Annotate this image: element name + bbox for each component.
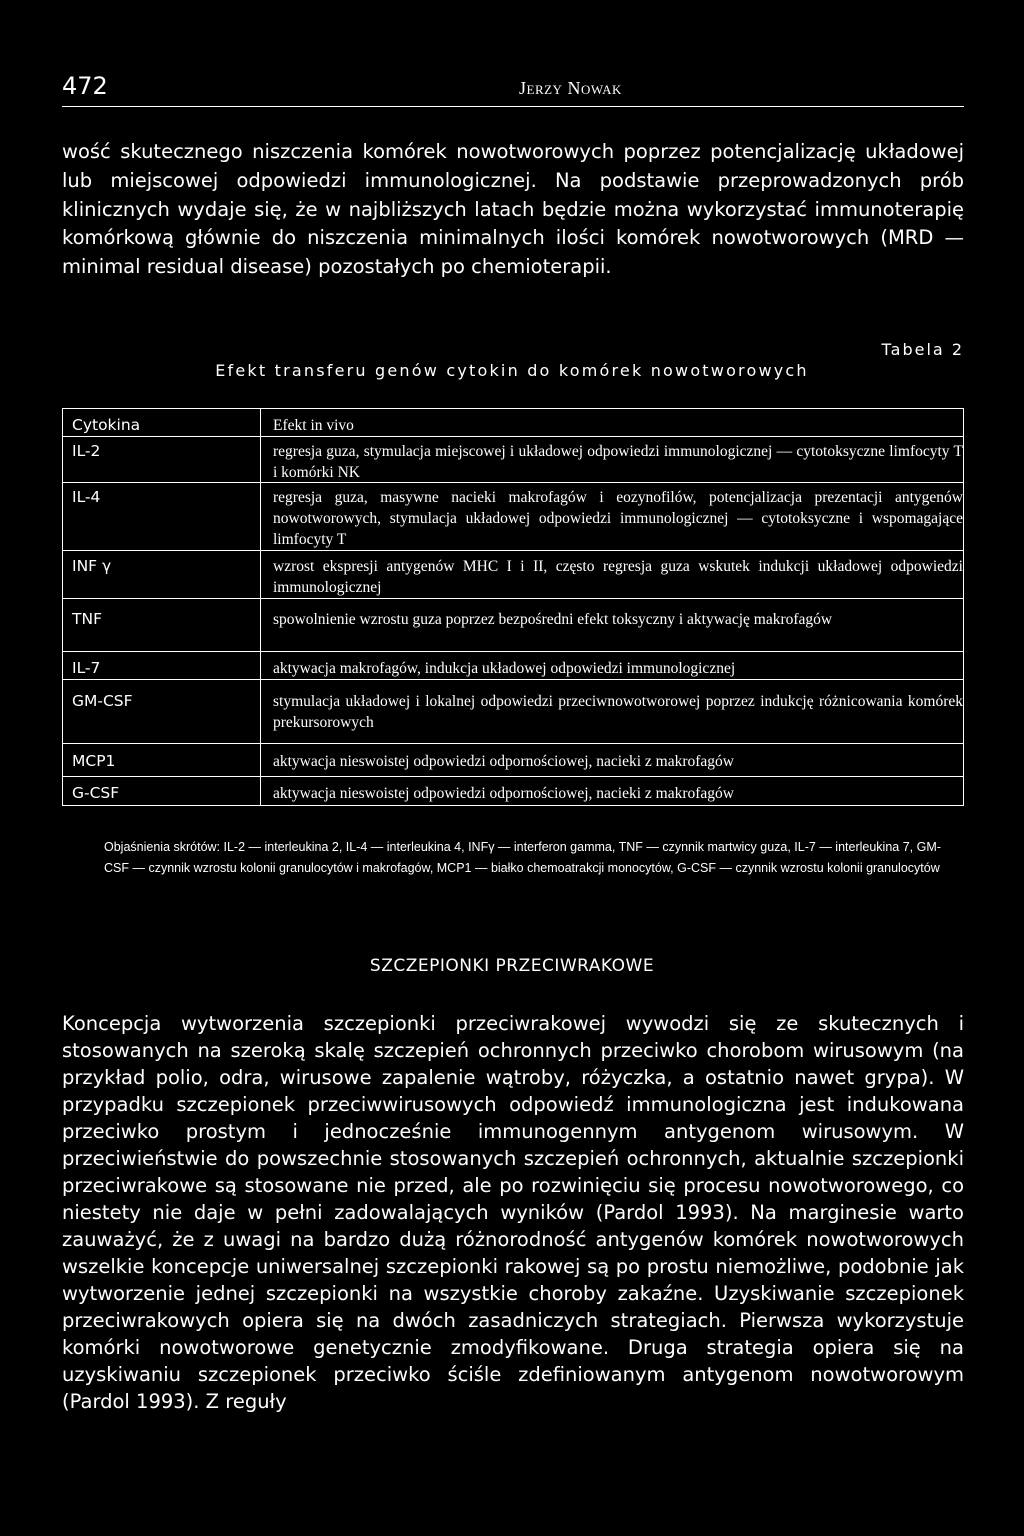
effect-cell: stymulacja układowej i lokalnej odpowiedzi przeciwnowotworowej poprzez indukcję różnicowania komórek prekursorowych [273, 693, 963, 731]
cytokine-cell: IL-4 [72, 488, 101, 506]
table-rule [62, 776, 964, 777]
section-heading: SZCZEPIONKI PRZECIWRAKOWE [369, 956, 655, 976]
intro-paragraph: wość skutecznego niszczenia komórek nowotworowych poprzez potencjalizację układowej lub miejscowej odpowiedzi immunologicznej. Na podstawie przeprowadzonych prób klinicznych wydaje się, że w najbliższych latach będzie można wykorzystać immunoterapię komórkową głównie do niszczenia minimalnych ilości komórek nowotworowych (MRD — minimal residual disease) pozostałych po chemioterapii. [62, 140, 964, 279]
cytokine-table [62, 408, 964, 806]
table-rule [62, 436, 964, 437]
table-rule [62, 743, 964, 744]
effect-cell: aktywacja nieswoistej odpowiedzi odpornościowej, nacieki z makrofagów [273, 753, 734, 770]
table-rule [62, 679, 964, 680]
effect-cell: aktywacja nieswoistej odpowiedzi odpornościowej, nacieki z makrofagów [273, 785, 734, 802]
body-paragraph: Koncepcja wytworzenia szczepionki przeciwrakowej wywodzi się ze skutecznych i stosowanych na szeroką skalę szczepień ochronnych przeciwko chorobom wirusowym (na przykład polio, odra, wirusowe zapalenie wątroby, różyczka, a ostatnio nawet grypa). W przypadku szczepionek przeciwwirusowych odpowiedź immunologiczna jest indukowana przeciwko prostym i jednocześnie immunogennym antygenom wirusowym. W przeciwieństwie do powszechnie stosowanych szczepień ochronnych, aktualnie szczepionki przeciwrakowe są stosowane nie przed, ale po rozwinięciu się procesu nowotworowego, co niestety nie daje w pełni zadowalających wyników (Pardol 1993). Na marginesie warto zauważyć, że z uwagi na bardzo dużą różnorodność antygenów komórek nowotworowych wszelkie koncepcje uniwersalnej szczepionki rakowej są po prostu niemożliwe, podobnie jak wytworzenie jednej szczepionki na wszystkie choroby zakaźne. Uzyskiwanie szczepionek przeciwrakowych opiera się na dwóch zasadniczych strategiach. Pierwsza wykorzystuje komórki nowotworowe genetycznie zmodyfikowane. Druga strategia opiera się na uzyskiwaniu szczepionek przeciwko ściśle zdefiniowanym antygenom nowotworowym (Pardol 1993). Z reguły [62, 1012, 964, 1413]
cytokine-cell: GM-CSF [72, 692, 133, 710]
effect-cell: regresja guza, masywne nacieki makrofagów i eozynofilów, potencjalizacja prezentacji antygenów nowotworowych, stymulacja układowej odpowiedzi immunologicznej — cytotoksyczne i wspomagające limfocyty T [273, 489, 963, 548]
column-header-effect: Efekt in vivo [273, 417, 354, 434]
table-rule [963, 408, 964, 806]
table-rule [62, 598, 964, 599]
table-rule [62, 408, 964, 409]
effect-cell: regresja guza, stymulacja miejscowej i układowej odpowiedzi immunologicznej — cytotoksyczne limfocyty T i komórki NK [273, 443, 963, 481]
cytokine-cell: MCP1 [72, 752, 116, 770]
table-rule [62, 408, 63, 806]
column-header-cytokine: Cytokina [72, 416, 141, 434]
table-rule [62, 805, 964, 806]
cytokine-cell: TNF [72, 610, 102, 628]
table-rule [62, 550, 964, 551]
table-label: Tabela 2 [881, 340, 964, 359]
effect-cell: aktywacja makrofagów, indukcja układowej odpowiedzi immunologicznej [273, 660, 736, 677]
effect-cell: spowolnienie wzrostu guza poprzez bezpośredni efekt toksyczny i aktywację makrofagów [273, 611, 833, 628]
table-rule [260, 408, 261, 806]
page-header [62, 70, 964, 107]
cytokine-cell: IL-2 [72, 442, 101, 460]
cytokine-cell: G-CSF [72, 784, 120, 802]
cytokine-cell: IL-7 [72, 659, 101, 677]
effect-cell: wzrost ekspresji antygenów MHC I i II, często regresja guza wskutek indukcji układowej odpowiedzi immunologicznej [273, 558, 963, 596]
page-number: 472 [62, 72, 108, 100]
table-notes: Objaśnienia skrótów: IL-2 — interleukina 2, IL-4 — interleukina 4, INFγ — interferon gamma, TNF — czynnik martwicy guza, IL-7 — interleukina 7, GM-CSF — czynnik wzrostu kolonii granulocytów i makrofagów, MCP1 — białko chemoatrakcji monocytów, G-CSF — czynnik wzrostu kolonii granulocytów [104, 840, 941, 875]
cytokine-cell: INF γ [72, 557, 112, 575]
table-rule [62, 651, 964, 652]
running-head: Jerzy Nowak [519, 78, 622, 98]
table-title: Efekt transferu genów cytokin do komórek nowotworowych [215, 361, 809, 380]
